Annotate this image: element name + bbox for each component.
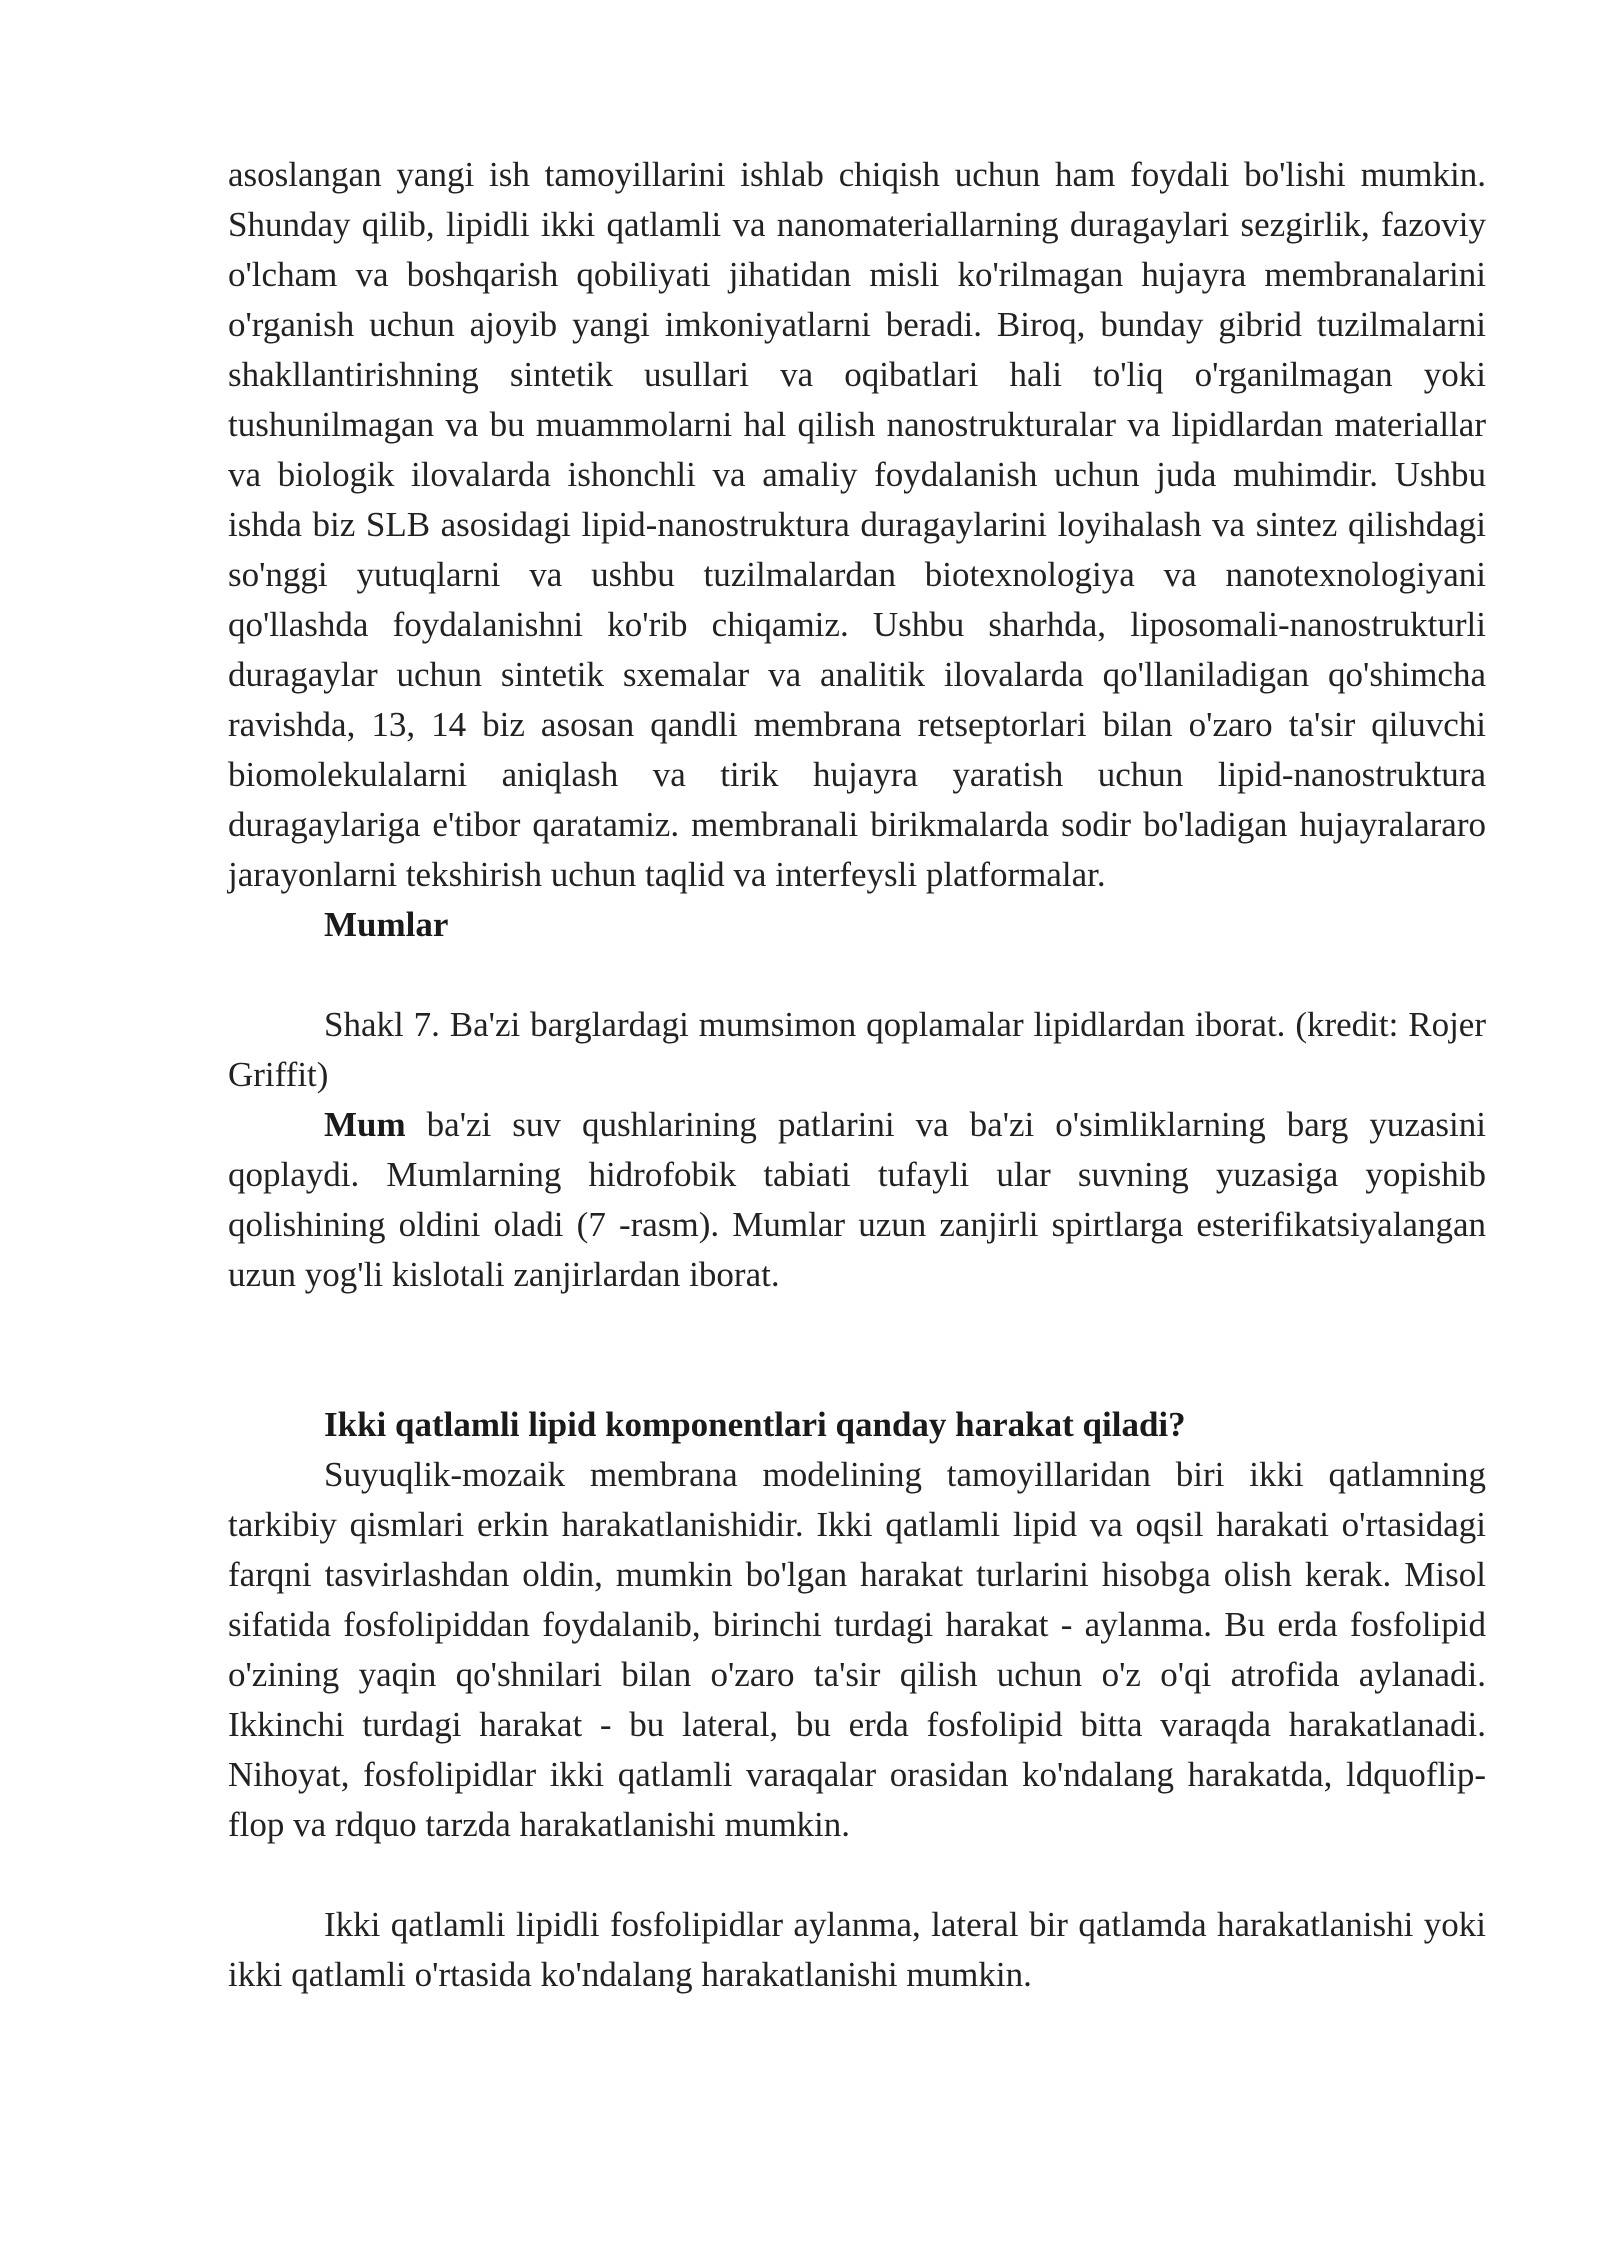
spacer xyxy=(228,1300,1486,1400)
spacer xyxy=(228,1850,1486,1900)
wax-paragraph xyxy=(228,1100,1486,1300)
spacer xyxy=(228,950,1486,1000)
final-paragraph: Ikki qatlamli lipidli fosfolipidlar aylanma, lateral bir qatlamda harakatlanishi yoki ikki qatlamli o'rtasida ko'ndalang harakatlanishi mumkin. xyxy=(228,1905,1486,1994)
intro-paragraph: asoslangan yangi ish tamoyillarini ishlab chiqish uchun ham foydali bo'lishi mumkin. Shunday qilib, lipidli ikki qatlamli va nanomateriallarning duragaylari sezgirlik, fazoviy o'lcham va boshqarish qobiliyati jihatidan misli ko'rilmagan hujayra membranalarini o'rganish uchun ajoyib yangi imkoniyatlarni beradi. Biroq, bunday gibrid tuzilmalarni shakllantirishning sintetik usullari va oqibatlari hali to'liq o'rganilmagan yoki tushunilmagan va bu muammolarni hal qilish nanostrukturalar va lipidlardan materiallar va biologik ilovalarda ishonchli va amaliy foydalanish uchun juda muhimdir. Ushbu ishda biz SLB asosidagi lipid-nanostruktura duragaylarini loyihalash va sintez qilishdagi so'nggi yutuqlarni va ushbu tuzilmalardan biotexnologiya va nanotexnologiyani qo'llashda foydalanishni ko'rib chiqamiz. Ushbu sharhda, liposomali-nanostrukturli duragaylar uchun sintetik sxemalar va analitik ilovalarda qo'llaniladigan qo'shimcha ravishda, 13, 14 biz asosan qandli membrana retseptorlari bilan o'zaro ta'sir qiluvchi biomolekulalarni aniqlash va tirik hujayra yaratish uchun lipid-nanostruktura duragaylariga e'tibor qaratamiz. membranali birikmalarda sodir bo'ladigan hujayralararo jarayonlarni tekshirish uchun taqlid va interfeysli platformalar. xyxy=(228,155,1486,894)
movement-paragraph: Suyuqlik-mozaik membrana modelining tamoyillaridan biri ikki qatlamning tarkibiy qismlari erkin harakatlanishidir. Ikki qatlamli lipid va oqsil harakati o'rtasidagi farqni tasvirlashdan oldin, mumkin bo'lgan harakat turlarini hisobga olish kerak. Misol sifatida fosfolipiddan foydalanib, birinchi turdagi harakat - aylanma. Bu erda fosfolipid o'zining yaqin qo'shnilari bilan o'zaro ta'sir qilish uchun o'z o'qi atrofida aylanadi. Ikkinchi turdagi harakat - bu lateral, bu erda fosfolipid bitta varaqda harakatlanadi. Nihoyat, fosfolipidlar ikki qatlamli varaqalar orasidan ko'ndalang harakatda, ldquoflip-flop va rdquo tarzda harakatlanishi mumkin. xyxy=(228,1455,1486,1844)
section-heading-movement: Ikki qatlamli lipid komponentlari qanday harakat qiladi? xyxy=(324,1405,1186,1444)
section-heading-waxes: Mumlar xyxy=(324,905,449,944)
wax-term: Mum xyxy=(324,1105,406,1144)
figure-caption: Shakl 7. Ba'zi barglardagi mumsimon qoplamalar lipidlardan iborat. (kredit: Rojer Griffit) xyxy=(228,1005,1486,1094)
wax-text: ba'zi suv qushlarining patlarini va ba'zi o'simliklarning barg yuzasini qoplaydi. Mumlarning hidrofobik tabiati tufayli ular suvning yuzasiga yopishib qolishining oldini oladi (7 -rasm). Mumlar uzun zanjirli spirtlarga esterifikatsiyalangan uzun yog'li kislotali zanjirlardan iborat. xyxy=(228,1105,1486,1294)
document-body xyxy=(228,150,1486,2000)
